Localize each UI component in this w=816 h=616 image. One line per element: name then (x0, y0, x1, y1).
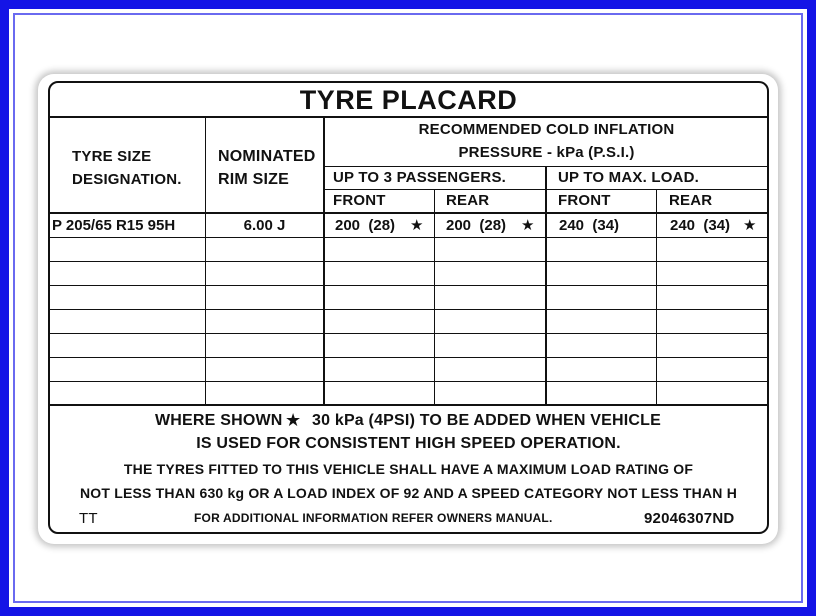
rule-under-title (48, 116, 769, 118)
max-load-front-pressure: 240 (34) (559, 217, 620, 234)
rim-size-value: 6.00 J (243, 217, 286, 234)
rule-row-3 (48, 285, 769, 286)
part-number: 92046307ND (644, 510, 735, 527)
passengers-rear-star-icon: ★ (521, 217, 535, 234)
header-up-to-3-passengers: UP TO 3 PASSENGERS. (333, 169, 507, 186)
note-high-speed: IS USED FOR CONSISTENT HIGH SPEED OPERATION. (196, 435, 621, 452)
col-divider-5 (656, 189, 657, 405)
header-designation: DESIGNATION. (72, 171, 182, 188)
note-load-rating: THE TYRES FITTED TO THIS VEHICLE SHALL HAVE A MAXIMUM LOAD RATING OF (123, 461, 694, 477)
rule-row-2 (48, 261, 769, 262)
note-30kpa: 30 kPa (4PSI) TO BE ADDED WHEN VEHICLE (312, 412, 662, 429)
header-nominated: NOMINATED (218, 148, 316, 165)
header-tyre-size: TYRE SIZE (72, 148, 152, 165)
header-rear-passengers: REAR (446, 192, 490, 209)
header-up-to-max-load: UP TO MAX. LOAD. (558, 169, 699, 186)
header-front-max-load: FRONT (558, 192, 611, 209)
max-load-rear-star-icon: ★ (743, 217, 757, 234)
rule-row-5 (48, 333, 769, 334)
rule-table-bottom (48, 404, 769, 406)
col-divider-1 (205, 117, 206, 405)
note-owners-manual: FOR ADDITIONAL INFORMATION REFER OWNERS MANUAL. (194, 511, 553, 525)
header-pressure-line1: RECOMMENDED COLD INFLATION (418, 121, 675, 138)
placard-title: TYRE PLACARD (299, 85, 518, 115)
header-rim-size: RIM SIZE (218, 171, 289, 188)
rule-row-6 (48, 357, 769, 358)
header-front-passengers: FRONT (333, 192, 386, 209)
note-star-icon: ★ (285, 410, 302, 430)
col-divider-3 (434, 189, 435, 405)
passengers-front-pressure: 200 (28) (335, 217, 396, 234)
header-pressure-line2: PRESSURE - kPa (P.S.I.) (458, 144, 635, 161)
rule-row-1 (48, 237, 769, 238)
tyre-size-value: P 205/65 R15 95H (52, 217, 176, 234)
max-load-rear-pressure: 240 (34) (670, 217, 731, 234)
passengers-front-star-icon: ★ (410, 217, 424, 234)
header-rear-max-load: REAR (669, 192, 713, 209)
passengers-rear-pressure: 200 (28) (446, 217, 507, 234)
rule-row-4 (48, 309, 769, 310)
note-where-shown: WHERE SHOWN (155, 412, 283, 429)
col-divider-4 (545, 166, 547, 405)
rule-header-bottom (48, 212, 769, 214)
note-load-index: NOT LESS THAN 630 kg OR A LOAD INDEX OF 92 AND A SPEED CATEGORY NOT LESS THAN H (79, 485, 738, 501)
rule-row-7 (48, 381, 769, 382)
code-tt: TT (79, 510, 98, 527)
